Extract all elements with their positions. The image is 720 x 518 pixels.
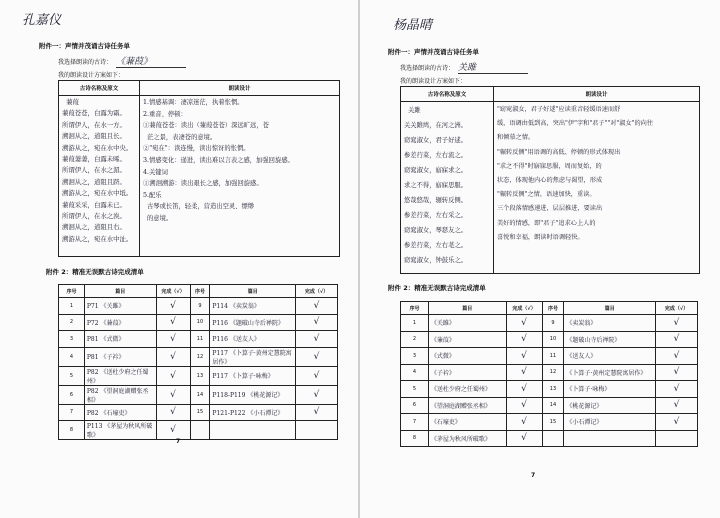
poem-title: 《卜算子·黄州定慧院寓居作》 — [564, 364, 656, 381]
completion-check: √ — [506, 414, 542, 431]
table-row — [401, 364, 698, 381]
chosen-poem-value: 关雎 — [458, 60, 528, 74]
table-row — [401, 381, 698, 398]
poem-title: P82 《石壕吏》 — [84, 404, 156, 421]
row-number: 1 — [59, 298, 85, 315]
student-name: 孔嘉仪 — [22, 13, 62, 28]
row-number: 3 — [59, 331, 85, 348]
poem-title: P71 《关雎》 — [84, 298, 156, 315]
row-number: 3 — [401, 348, 429, 365]
poem-title: P117 《卜算子·咏梅》 — [210, 366, 296, 385]
poem-column-header: 古诗名称及原文 — [401, 87, 494, 101]
design-table — [400, 86, 700, 274]
poem-original-text: 关雎 关关雎鸠，在河之洲。 窈窕淑女，君子好逑。 参差荇菜，左右流之。 窈窕淑女，寤寐求之。 求之不得，寤寐思服。 悠哉悠哉，辗转反侧。 参差荇菜，左右采之。 窈窕淑女，琴瑟友之。 参差荇菜，左右芼之。 窈窕淑女，钟鼓乐之。 — [401, 101, 494, 273]
poem-title — [564, 430, 656, 447]
row-number: 5 — [59, 366, 85, 385]
row-number: 2 — [401, 331, 429, 348]
checklist-header-row — [59, 285, 338, 298]
poem-title: 《小石潭记》 — [564, 414, 656, 431]
poem-title: 《桃花源记》 — [564, 397, 656, 414]
completion-check: √ — [656, 414, 698, 431]
attachment-2-label: 附件 2： — [388, 284, 415, 292]
table-row — [401, 315, 698, 332]
attachment-2-title — [46, 267, 144, 276]
completion-check: √ — [156, 347, 190, 366]
design-column-header: 朗读设计 — [228, 86, 251, 92]
chosen-poem-value: 《蒹葭》 — [116, 54, 186, 68]
row-number: 13 — [190, 366, 210, 385]
row-number: 11 — [190, 331, 210, 348]
poem-title: P81 《式微》 — [84, 331, 156, 348]
col-no-2: 序号 — [542, 302, 564, 315]
poem-title: P121-P122 《小石潭记》 — [210, 404, 296, 421]
col-no: 序号 — [59, 285, 85, 298]
completion-check: √ — [296, 314, 338, 331]
poem-title: P82 《送杜少府之任蜀州》 — [84, 366, 156, 385]
col-done-2: 完成（√） — [296, 285, 338, 298]
row-number: 12 — [542, 364, 564, 381]
attachment-1-title — [39, 41, 130, 50]
poem-title: P116 《题破山寺后禅院》 — [210, 314, 296, 331]
col-title-2: 篇目 — [564, 302, 656, 315]
completion-check: √ — [296, 298, 338, 315]
table-row — [59, 298, 338, 315]
col-title: 篇目 — [428, 302, 506, 315]
row-number: 7 — [401, 414, 429, 431]
row-number: 6 — [401, 397, 429, 414]
poem-title: P116 《送友人》 — [210, 331, 296, 348]
row-number: 7 — [59, 404, 85, 421]
poem-column-header: 古诗名称及原文 — [59, 81, 140, 95]
poem-title: P117 《卜算子·黄州定慧院寓居作》 — [210, 347, 296, 366]
completion-check: √ — [656, 331, 698, 348]
attachment-1-label: 附件一： — [388, 48, 414, 56]
attachment-1-subtitle: 声情并茂诵古诗任务单 — [65, 42, 130, 50]
design-table-header — [401, 87, 699, 102]
completion-check: √ — [656, 397, 698, 414]
poem-title: 《子衿》 — [428, 364, 506, 381]
poem-title: P113 《茅屋为秋风所破歌》 — [84, 421, 156, 440]
reading-design-text: "窈窕淑女，君子好逑"应读重音轻缓语速而舒 缓，语调由低到高，突出"伊"字和"君子""对"淑女"的向往 和倾慕之情。 "辗转反侧"用语调的高低、停顿的形式体现出 "求之不得"时寤寐思服，周而复始，的 状态，体现他内心的焦虑与渴望，形成 "辗转反侧"之情，语速加快，重读。 三个段落情感递进，层层推进，要读出 美好的情感，即"君子"追求心上人的 喜悦和幸福，朗读时语调轻快。 — [497, 106, 654, 241]
completion-check: √ — [296, 347, 338, 366]
completion-check: √ — [156, 331, 190, 348]
poem-title: P81 《子衿》 — [84, 347, 156, 366]
poem-title: 《关雎》 — [428, 315, 506, 332]
design-plan-label: 我的朗读设计方案如下： — [58, 72, 125, 79]
completion-check: √ — [506, 364, 542, 381]
attachment-2-subtitle: 精准无误默古诗完成清单 — [72, 268, 144, 276]
checklist-header-row — [401, 302, 698, 315]
chosen-poem-line — [400, 60, 528, 74]
poem-title: 《卜算子·咏梅》 — [564, 381, 656, 398]
design-plan-label: 我的朗读设计方案如下： — [400, 78, 467, 85]
chosen-poem-line — [58, 54, 186, 68]
attachment-2-subtitle: 精准无误默古诗完成清单 — [414, 284, 486, 292]
completion-check: √ — [296, 331, 338, 348]
table-row — [401, 414, 698, 431]
design-table-header — [59, 81, 339, 96]
col-no-2: 序号 — [190, 285, 210, 298]
row-number: 6 — [59, 385, 85, 404]
poem-title: 《望洞庭湖赠张丞相》 — [428, 397, 506, 414]
right-worksheet-page — [360, 0, 720, 518]
completion-check: √ — [296, 404, 338, 421]
attachment-2-title — [388, 283, 486, 292]
row-number: 14 — [190, 385, 210, 404]
table-row — [401, 430, 698, 447]
table-row — [401, 348, 698, 365]
completion-check: √ — [506, 315, 542, 332]
row-number: 12 — [190, 347, 210, 366]
completion-check: √ — [156, 404, 190, 421]
poem-title: 《茅屋为秋风所破歌》 — [428, 430, 506, 447]
completion-check: √ — [156, 298, 190, 315]
row-number: 10 — [190, 314, 210, 331]
row-number: 9 — [542, 315, 564, 332]
row-number — [542, 430, 564, 447]
completion-check: √ — [506, 348, 542, 365]
row-number — [190, 421, 210, 440]
poem-title: P72 《蒹葭》 — [84, 314, 156, 331]
table-row — [401, 331, 698, 348]
completion-check — [296, 421, 338, 440]
completion-check: √ — [156, 421, 190, 440]
poem-title: P114 《卖炭翁》 — [210, 298, 296, 315]
col-title-2: 篇目 — [210, 285, 296, 298]
col-done-2: 完成（√） — [656, 302, 698, 315]
poem-title: 《蒹葭》 — [428, 331, 506, 348]
table-row — [59, 314, 338, 331]
attachment-1-subtitle: 声情并茂诵古诗任务单 — [414, 48, 479, 56]
row-number: 15 — [542, 414, 564, 431]
poem-title: P118-P119 《桃花源记》 — [210, 385, 296, 404]
poem-title: 《送杜少府之任蜀州》 — [428, 381, 506, 398]
row-number: 10 — [542, 331, 564, 348]
row-number: 8 — [401, 430, 429, 447]
attachment-2-label: 附件 2： — [46, 268, 73, 276]
poem-title: 《送友人》 — [564, 348, 656, 365]
poem-title: 《卖炭翁》 — [564, 315, 656, 332]
student-name: 杨晶晴 — [393, 18, 433, 33]
completion-check: √ — [296, 385, 338, 404]
chosen-poem-label: 我选择朗读的古诗： — [400, 65, 455, 72]
col-done: 完成（√） — [156, 285, 190, 298]
completion-check: √ — [656, 381, 698, 398]
completion-check: √ — [656, 364, 698, 381]
row-number: 9 — [190, 298, 210, 315]
design-table — [58, 80, 340, 257]
attachment-1-title — [388, 47, 479, 56]
completion-check: √ — [506, 381, 542, 398]
poem-title: 《题破山寺后禅院》 — [564, 331, 656, 348]
chosen-poem-label: 我选择朗读的古诗： — [58, 59, 113, 66]
reading-design-text: 1.情感基调：凄凉迷茫，执着怅惘。 2.重音、停顿： ①蒹葭苍苍：读出（蒹葭苍苍）深远旷远，苍 茫之景，表凄苍的意境。 ②"宛在"：读连慢，读出惊讶的怅惘。 3.情感变化：递进，读出难以言表之感，加强回旋感。 4.关键词 ①溯洄溯游：读出艰长之感，加强回旋感。 5.配乐 古琴或长笛，轻柔，营造出空灵、缥缈 的意境。 — [143, 99, 294, 222]
col-done: 完成（√） — [506, 302, 542, 315]
col-title: 篇目 — [84, 285, 156, 298]
row-number: 15 — [190, 404, 210, 421]
design-column-header: 朗读设计 — [585, 92, 608, 98]
poem-title: P82 《望洞庭湖赠张丞相》 — [84, 385, 156, 404]
poem-title: 《石壕吏》 — [428, 414, 506, 431]
table-row — [59, 347, 338, 366]
completion-check: √ — [656, 315, 698, 332]
left-worksheet-page — [0, 0, 358, 518]
completion-check: √ — [156, 314, 190, 331]
row-number: 8 — [59, 421, 85, 440]
row-number: 5 — [401, 381, 429, 398]
row-number: 2 — [59, 314, 85, 331]
row-number: 4 — [59, 347, 85, 366]
completion-check: √ — [156, 366, 190, 385]
poem-original-text: 蒹葭 蒹葭苍苍，白露为霜。 所谓伊人，在水一方。 溯洄从之，道阻且长。 溯游从之，宛在水中央。 蒹葭萋萋，白露未晞。 所谓伊人，在水之湄。 溯洄从之，道阻且跻。 溯游从之，宛在水中坻。 蒹葭采采，白露未已。 所谓伊人，在水之涘。 溯洄从之，道阻且右。 溯游从之，宛在水中沚。 — [59, 95, 140, 256]
completion-check: √ — [296, 366, 338, 385]
completion-check: √ — [656, 348, 698, 365]
completion-check: √ — [506, 331, 542, 348]
table-row — [59, 404, 338, 421]
completion-check: √ — [506, 397, 542, 414]
page-number: 7 — [176, 438, 181, 445]
table-row — [59, 421, 338, 440]
row-number: 13 — [542, 381, 564, 398]
row-number: 11 — [542, 348, 564, 365]
completion-check: √ — [156, 385, 190, 404]
page-number: 7 — [531, 472, 536, 479]
table-row — [59, 331, 338, 348]
poem-title — [210, 421, 296, 440]
poem-title: 《式微》 — [428, 348, 506, 365]
table-row — [59, 366, 338, 385]
completion-check: √ — [506, 430, 542, 447]
table-row — [401, 397, 698, 414]
attachment-1-label: 附件一： — [39, 42, 65, 50]
completion-checklist — [58, 284, 338, 440]
completion-checklist — [400, 301, 698, 447]
col-no: 序号 — [401, 302, 429, 315]
completion-check — [656, 430, 698, 447]
table-row — [59, 385, 338, 404]
row-number: 1 — [401, 315, 429, 332]
row-number: 4 — [401, 364, 429, 381]
row-number: 14 — [542, 397, 564, 414]
